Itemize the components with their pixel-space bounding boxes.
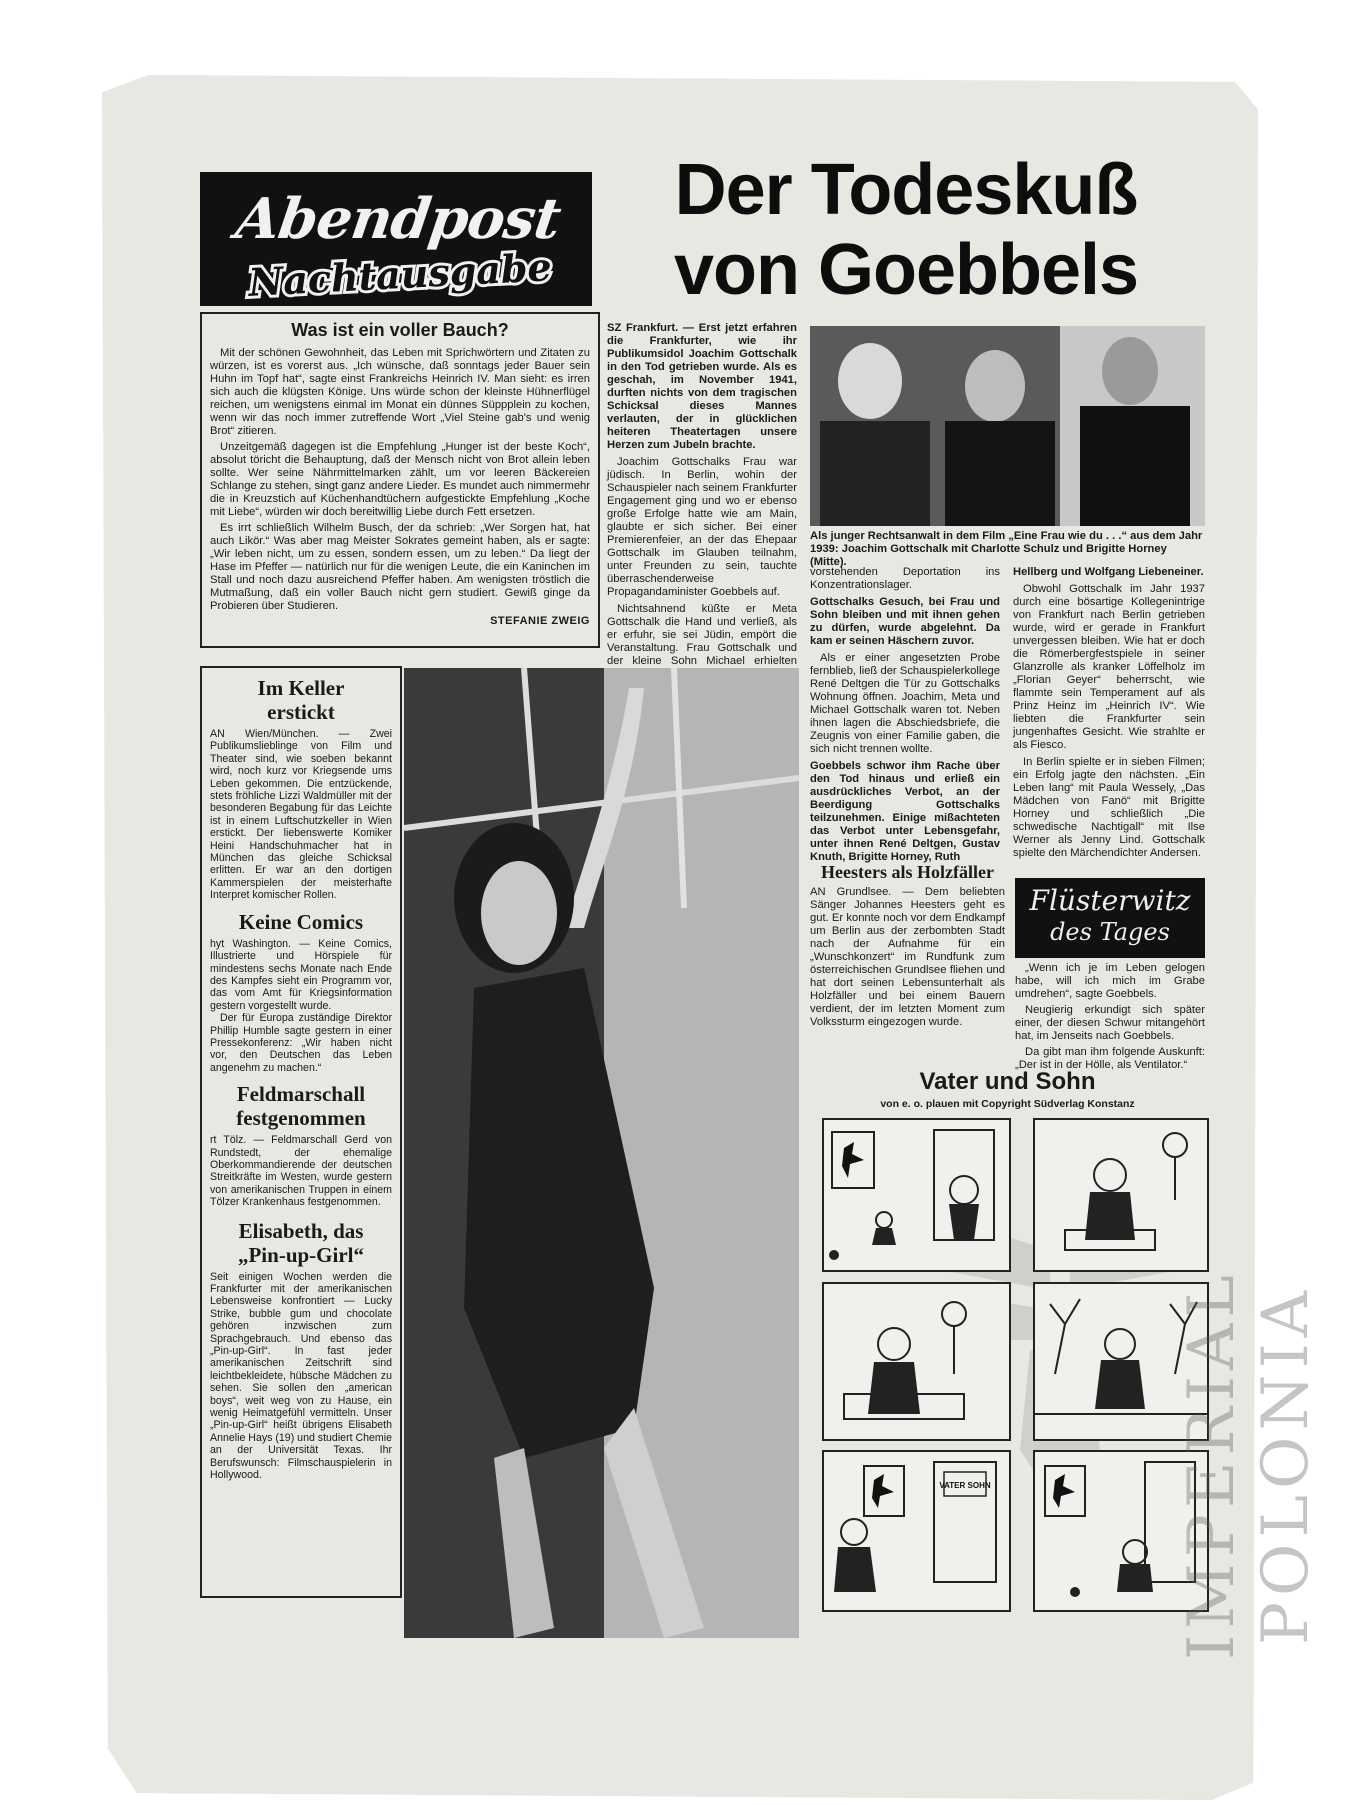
vater-und-sohn-heading (810, 1068, 1205, 1110)
news-column-left (200, 666, 402, 1598)
masthead (200, 172, 592, 306)
door-sign-text: VATER SOHN (939, 1481, 991, 1490)
comic-panel-5-drawing (824, 1452, 1009, 1610)
todeskuss-column-3 (1013, 566, 1205, 860)
todeskuss-paragraph: In Berlin spielte er in sieben Filmen; ein Erfolg jagte den nächsten. „Ein Leben lang“ mit Paula Wessely, „Das Mädchen von Fanö“ mit Brigitte Horney und schließlich „Die schwedische Nachtigall“ mit Ilse Werner als Jenny Lind. Gottschalk spielte den Märchendichter Andersen. (1013, 756, 1205, 859)
gottschalk-film-photo (810, 326, 1205, 526)
comics-text: hyt Washington. — Keine Comics, Illustrierte und Hörspiele für mindestens sechs Monate nach Ende des Kampfes sieht ein Programm vor, das vom Amt für Kriegsinformation gestern vorgestellt wurde. (210, 937, 392, 1012)
comics-title: Keine Comics (238, 909, 364, 934)
watermark-line-2: POLONIA (1249, 1285, 1323, 1645)
heesters-text: AN Grundlsee. — Dem beliebten Sänger Johannes Heesters geht es gut. Er konnte noch vor dem Endkampf um Berlin aus der zerbombten Stadt nach der Aufnahme für ein „Wunschkonzert“ im Rundfunk zum österreichischen Grundlsee fliehen und hat dort seinen Lebensunterhalt als Holzfäller und bei einem Bauern verdient, der im letzten Moment zum Volkssturm eingezogen wurde. (810, 886, 1005, 1028)
feldmarschall-title: Feldmarschall festgenommen (236, 1082, 366, 1131)
todeskuss-paragraph: Gottschalks Gesuch, bei Frau und Sohn bleiben und mit ihnen gehen zu dürfen, wurde abgelehnt. Da kam er seinen Häschern zuvor. (810, 596, 1000, 647)
todeskuss-paragraph: Als er einer angesetzten Probe fernblieb, ließ der Schauspielerkollege René Deltgen die Tür zu Gottschalks Wohnung öffnen. Joachim, Meta und Michael Gottschalk waren tot. Neben ihnen lagen die Abschiedsbriefe, die Zeugnis von einer Familie gaben, die sich nicht trennen wollte. (810, 652, 1000, 755)
heesters-title: Heesters als Holzfäller (821, 862, 994, 882)
pinup-photo (404, 668, 799, 1638)
todeskuss-paragraph: Nichtsahnend küßte er Meta Gottschalk die Hand und verließ, als er erfuhr, sie sei Jüdin, empört die Veranstaltung. Frau Gottschalk und der kleine Sohn Michael erhielten (607, 603, 797, 667)
keller-text: AN Wien/München. — Zwei Publikumslieblinge von Film und Theater sind, wie soeben bekannt wird, noch kurz vor Kriegsende ums Leben gekommen. Die entzückende, stets fröhliche Lizzi Waldmüller mit der besonderen Begabung für das Leichte ist in einem Luftschutzkeller in Wien erstickt. Der liebenswerte Komiker Heini Handschuhmacher hat in München das gleiche Schicksal erlitten. Er war an den dortigen Kammerspielen der meisterhafte Interpret komischer Rollen. (210, 728, 392, 902)
headline-line-2: von Goebbels (673, 230, 1139, 310)
todeskuss-paragraph: vorstehenden Deportation ins Konzentrationslager. (810, 566, 1000, 591)
pinup-title: Elisabeth, das „Pin-up-Girl“ (237, 1218, 364, 1267)
pinup-text: Seit einigen Wochen werden die Frankfurter mit der amerikanischen Lebensweise konfrontiert — Lucky Strike, bubble gum und chocolate gehören inzwischen zum Sprachgebrauch. Und ebenso das „Pin-up-Girl“. In fast jeder amerikanischen Zeitschrift sind leichtbekleidete, hübsche Mädchen zu sehen. Sie sollen den „american boys“, weit weg von zu Hause, ein wenig Heimatgefühl vermitteln. Unser „Pin-up-Girl“ heißt übrigens Elisabeth Annelie Hays (19) und studiert Chemie an der Universität Texas. Ihr Berufswunsch: Filmschauspielerin in Hollywood. (210, 1270, 392, 1482)
todeskuss-paragraph: Joachim Gottschalks Frau war jüdisch. In Berlin, wohin der Schauspieler nach seinem Frankfurter Engagement ging und wo er ebenso große Erfolge hatte wie am Main, glaubte er sich sicher. Bei einer Premierenfeier, an der das Ehepaar Gottschalk im Glauben teilnahm, unter Freunden zu sein, tauchte überraschenderweise Propagandaminister Goebbels auf. (607, 456, 797, 598)
comic-panel-3 (822, 1282, 1011, 1441)
imperial-polonia-watermark (1175, 1130, 1323, 1800)
vater-title: Vater und Sohn (919, 1068, 1096, 1095)
article-bauch (200, 312, 600, 648)
fluesterwitz-title-2: des Tages (1050, 918, 1170, 946)
headline-line-1: Der Todeskuß (674, 150, 1138, 230)
article-bauch-paragraph: Es irrt schließlich Wilhelm Busch, der da schrieb: „Wer Sorgen hat, hat auch Likör.“ Was aber mag Meister Sokrates gemeint haben, als er sagte: „Wir leben nicht, um zu essen, sondern essen, um zu leben.“ Da liegt der Hase im Pfeffer — natürlich nur für die wenigen Leute, die ein Kaninchen im Stall und noch dazu ausreichend Pfeffer haben. Am wenigsten tröstlich die Mutmaßung, daß ein voller Bauch nicht gern studiert. Gewiß ginge da Probieren über Studieren. (210, 522, 590, 612)
vater-credit: von e. o. plauen mit Copyright Südverlag Konstanz (880, 1098, 1135, 1110)
todeskuss-paragraph: Goebbels schwor ihm Rache über den Tod hinaus und erließ ein ausdrückliches Verbot, an der Beerdigung Gottschalks teilzunehmen. Einige mißachteten das Verbot unter Lebensgefahr, unter ihnen René Deltgen, Gustav Knuth, Brigitte Horney, Ruth (810, 760, 1000, 863)
masthead-subtitle: Nachtausgabe (247, 244, 553, 305)
article-heesters (810, 862, 1005, 1029)
article-bauch-paragraph: Mit der schönen Gewohnheit, das Leben mit Sprichwörtern und Zitaten zu würzen, ist es vorerst aus. „Ich wünsche, daß sonntags jeder Bauer sein Huhn im Topf hat“, sagte einst Frankreichs Heinrich IV. Man sieht: es irren sich auch die klügsten Könige. Uns würde schon der kleinste Hühnerflügel reichen, um wenigstens einmal im Monat ein dünnes Süppplein zu kochen, wenn wir das noch immer zutreffende Wort „Viel Steine gab's und wenig Brot“ zitieren. (210, 347, 590, 437)
fluesterwitz-paragraph: Neugierig erkundigt sich später einer, der diesen Schwur mitangehört hat, im Jenseits nach Goebbels. (1015, 1004, 1205, 1042)
comic-panel-1-drawing (824, 1120, 1009, 1270)
fluesterwitz-paragraph: „Wenn ich je im Leben gelogen habe, will ich mich im Grabe umdrehen“, sagte Goebbels. (1015, 962, 1205, 1000)
main-headline (606, 150, 1206, 310)
fluesterwitz-text (1015, 962, 1205, 1072)
watermark-line-1: IMPERIAL (1175, 1269, 1249, 1661)
feldmarschall-text: rt Tölz. — Feldmarschall Gerd von Rundstedt, der ehemalige Oberkommandierende der deutschen Streitkräfte im Westen, wurde gestern von amerikanischen Truppen in einem Tölzer Krankenhaus festgenommen. (210, 1134, 392, 1209)
comics-text-2: Der für Europa zuständige Direktor Phillip Humble sagte gestern in einer Pressekonferenz: „Wir haben nicht vor, den Deutschen das Leben angenehm zu machen.“ (210, 1012, 392, 1074)
film-still-figures (810, 326, 1205, 526)
todeskuss-lead: SZ Frankfurt. — Erst jetzt erfahren die Frankfurter, wie ihr Publikumsidol Joachim Gottschalk in den Tod getrieben wurde. Als es geschah, im November 1941, durften nichts von dem tragischen Schicksal dieses Mannes verlauten, der in glücklichen heiteren Theatertagen unsere Herzen zum Jubeln brachte. (607, 322, 797, 451)
comic-panel-5 (822, 1450, 1011, 1612)
article-bauch-author: STEFANIE ZWEIG (490, 615, 590, 627)
masthead-title: Abendpost (231, 186, 565, 252)
todeskuss-paragraph: Hellberg und Wolfgang Liebeneiner. (1013, 566, 1204, 578)
article-bauch-title: Was ist ein voller Bauch? (291, 320, 509, 340)
article-bauch-body (202, 341, 598, 613)
photo-caption: Als junger Rechtsanwalt in dem Film „Eine Frau wie du . . .“ aus dem Jahr 1939: Joachim Gottschalk mit Charlotte Schulz und Brigitte Horney (Mitte). (810, 530, 1203, 568)
comic-panel-1 (822, 1118, 1011, 1272)
fluesterwitz-paragraph: Da gibt man ihm folgende Auskunft: „Der ist in der Hölle, als Ventilator.“ (1015, 1046, 1205, 1071)
comic-panel-3-drawing (824, 1284, 1009, 1439)
keller-title: Im Keller erstickt (257, 676, 345, 724)
article-bauch-paragraph: Unzeitgemäß dagegen ist die Empfehlung „Hunger ist der beste Koch“, absolut töricht die Behauptung, daß der Mensch nicht von Brot allein leben sollte. Wer seine Nährmittelmarken zählt, um vor leeren Bäckereien Schlange zu stehen, singt ganz andere Lieder. Es mundet auch nimmermehr die in Kreuzstich auf Küchenhandtüchern aufgestickte Empfehlung „Koche mit Liebe“, würden wir doch bereitwillig Liebe durch Fett ersetzen. (210, 441, 590, 518)
pinup-figure (404, 668, 799, 1638)
todeskuss-column-1 (607, 322, 797, 694)
fluesterwitz-banner (1015, 878, 1205, 958)
fluesterwitz-title-1: Flüsterwitz (1029, 884, 1191, 917)
todeskuss-paragraph: Obwohl Gottschalk im Jahr 1937 durch eine bösartige Kollegenintrige von Frankfurt nach Berlin getrieben wurde, wird er gerade in Frankfurt unvergessen bleiben. Wie hat er doch die Römerbergfestspiele in seiner Glanzrolle als kranker Löffelholz im „Florian Geyer“ beherrscht, wie flammte sein Temperament auf als Prinz Heinz im „Heinrich IV“. Wie liebten die Frankfurter sein jungenhaftes Gesicht. Wie strahlte er als Fiesco. (1013, 583, 1205, 751)
todeskuss-column-2 (810, 566, 1000, 864)
